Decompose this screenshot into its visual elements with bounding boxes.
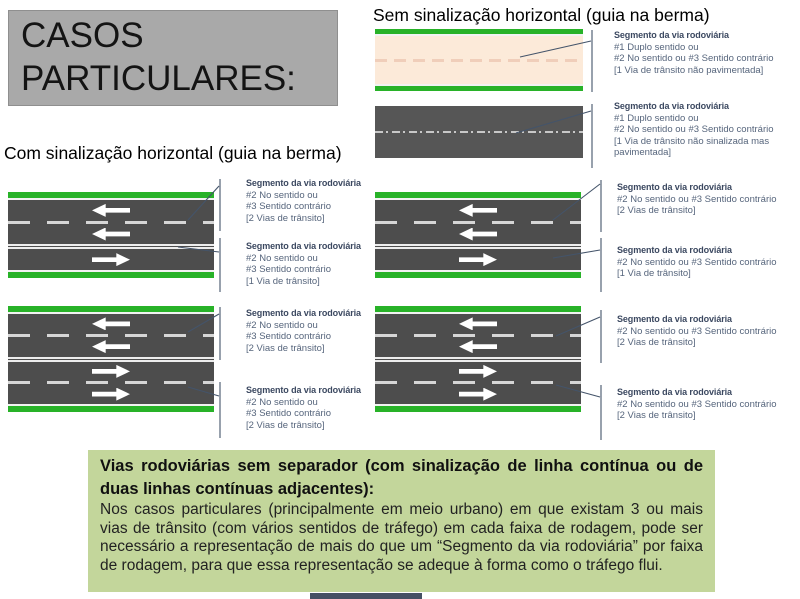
left-arrow-icon bbox=[92, 317, 130, 330]
annotation-right-a1 bbox=[617, 182, 799, 217]
right-arrow-icon bbox=[92, 388, 130, 401]
road-unmarked-diagram bbox=[375, 106, 583, 158]
annotation-unpaved bbox=[614, 30, 796, 76]
annotation-right-b1 bbox=[617, 314, 799, 349]
green-shoulder-stripe bbox=[8, 272, 214, 278]
faint-track-line bbox=[375, 59, 583, 62]
annotation-right-b2 bbox=[617, 387, 799, 422]
footer-stub bbox=[310, 593, 422, 599]
road-right-two-up-one-down bbox=[375, 192, 581, 278]
lane bbox=[375, 314, 581, 334]
annotation-line: #2 No sentido ou #3 Sentido contrário bbox=[617, 398, 777, 410]
title-box bbox=[8, 10, 338, 106]
right-arrow-icon bbox=[459, 365, 497, 378]
left-arrow-icon bbox=[92, 340, 130, 353]
left-arrow-icon bbox=[459, 204, 497, 217]
left-arrow-icon bbox=[92, 204, 130, 217]
green-shoulder-stripe bbox=[375, 406, 581, 412]
annotation-line: #3 Sentido contrário bbox=[246, 201, 332, 212]
lane bbox=[8, 249, 214, 270]
annotation-title: Segmento da via rodoviária bbox=[614, 101, 729, 111]
annotation-left-a1 bbox=[246, 178, 374, 224]
annotation-line: #2 No sentido ou #3 Sentido contrário bbox=[617, 325, 777, 337]
annotation-line: [2 Vias de trânsito] bbox=[246, 342, 325, 354]
annotation-line: #3 Sentido contrário bbox=[246, 331, 332, 342]
annotation-line: #2 No sentido ou #3 Sentido contrário bbox=[617, 193, 777, 205]
annotation-title: Segmento da via rodoviária bbox=[246, 308, 361, 318]
annotation-line: [1 Via de trânsito não sinalizada mas pavimentada] bbox=[614, 135, 770, 158]
annotation-line: [1 Via de trânsito não pavimentada] bbox=[614, 64, 764, 76]
lane bbox=[375, 200, 581, 221]
left-arrow-icon bbox=[459, 317, 497, 330]
lane bbox=[375, 249, 581, 270]
annotation-line: [1 Via de trânsito] bbox=[246, 275, 320, 287]
annotation-line: #3 Sentido contrário bbox=[246, 264, 332, 275]
annotation-title: Segmento da via rodoviária bbox=[617, 387, 732, 397]
annotation-line: #3 Sentido contrário bbox=[246, 408, 332, 419]
info-box-title: Vias rodoviárias sem separador (com sinalização de linha contínua ou de duas linhas contínuas adjacentes): bbox=[100, 457, 703, 498]
annotation-line: [2 Vias de trânsito] bbox=[617, 205, 696, 216]
green-shoulder-stripe bbox=[375, 86, 583, 91]
annotation-title: Segmento da via rodoviária bbox=[617, 182, 732, 192]
right-arrow-icon bbox=[459, 388, 497, 401]
annotation-title: Segmento da via rodoviária bbox=[614, 30, 729, 40]
annotation-line: #1 Duplo sentido ou bbox=[614, 112, 699, 124]
green-shoulder-stripe bbox=[375, 272, 581, 278]
lane bbox=[375, 362, 581, 382]
annotation-line: [2 Vias de trânsito] bbox=[617, 410, 696, 421]
lane bbox=[375, 337, 581, 357]
heading-sem-sinalizacao: Sem sinalização horizontal (guia na berma) bbox=[373, 5, 710, 25]
right-arrow-icon bbox=[92, 365, 130, 378]
page-title: CASOS PARTICULARES: bbox=[21, 16, 296, 99]
annotation-line: [2 Vias de trânsito] bbox=[246, 212, 325, 224]
lane bbox=[8, 314, 214, 334]
left-arrow-icon bbox=[92, 228, 130, 241]
annotation-line: [1 Via de trânsito] bbox=[617, 268, 691, 279]
annotation-title: Segmento da via rodoviária bbox=[246, 241, 361, 251]
lane bbox=[8, 200, 214, 221]
road-left-two-up-two-down bbox=[8, 306, 214, 412]
annotation-line: #2 No sentido ou bbox=[246, 252, 318, 264]
annotation-line: #2 No sentido ou bbox=[246, 396, 318, 408]
annotation-line: #2 No sentido ou #3 Sentido contrário bbox=[614, 124, 774, 135]
right-arrow-icon bbox=[92, 253, 130, 266]
annotation-title: Segmento da via rodoviária bbox=[246, 385, 361, 395]
annotation-left-b1 bbox=[246, 308, 374, 354]
annotation-title: Segmento da via rodoviária bbox=[617, 245, 732, 255]
annotation-unmarked bbox=[614, 101, 796, 159]
heading-com-sinalizacao: Com sinalização horizontal (guia na berma) bbox=[4, 143, 342, 163]
left-arrow-icon bbox=[459, 340, 497, 353]
road-right-two-up-two-down bbox=[375, 306, 581, 412]
annotation-title: Segmento da via rodoviária bbox=[617, 314, 732, 324]
annotation-left-a2 bbox=[246, 241, 374, 287]
right-arrow-icon bbox=[459, 253, 497, 266]
road-left-two-up-one-down bbox=[8, 192, 214, 278]
annotation-left-b2 bbox=[246, 385, 374, 431]
annotation-line: [2 Vias de trânsito] bbox=[617, 337, 696, 348]
road-unpaved-diagram bbox=[375, 29, 583, 91]
annotation-line: #2 No sentido ou bbox=[246, 319, 318, 331]
lane bbox=[8, 362, 214, 382]
annotation-line: #2 No sentido ou #3 Sentido contrário bbox=[614, 53, 774, 64]
lane bbox=[8, 224, 214, 245]
annotation-line: #1 Duplo sentido ou bbox=[614, 41, 699, 53]
annotation-title: Segmento da via rodoviária bbox=[246, 178, 361, 188]
annotation-line: [2 Vias de trânsito] bbox=[246, 419, 325, 431]
unpaved-surface bbox=[375, 36, 583, 84]
annotation-line: #2 No sentido ou bbox=[246, 189, 318, 201]
lane bbox=[375, 224, 581, 245]
green-shoulder-stripe bbox=[8, 406, 214, 412]
annotation-right-a2 bbox=[617, 245, 799, 280]
left-arrow-icon bbox=[459, 228, 497, 241]
lane bbox=[375, 384, 581, 404]
dash-dot-centerline bbox=[375, 131, 583, 133]
lane bbox=[8, 337, 214, 357]
info-box-body: Nos casos particulares (principalmente em meio urbano) em que existam 3 ou mais vias de trânsito (com vários sentidos de tráfego) em cada faixa de rodagem, pode ser necessário a representação de mais do que um “Segmento da via rodoviária” por faixa de rodagem, para que essa representação se adeque à forma como o tráfego flui. bbox=[100, 501, 703, 574]
info-box bbox=[88, 450, 715, 592]
lane bbox=[8, 384, 214, 404]
annotation-line: #2 No sentido ou #3 Sentido contrário bbox=[617, 256, 777, 268]
